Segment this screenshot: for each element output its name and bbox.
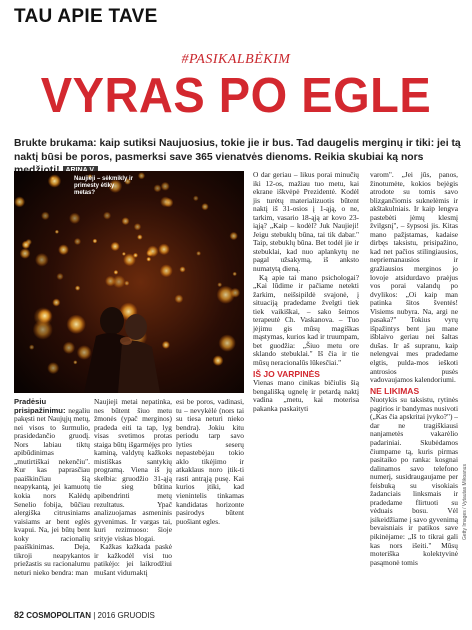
headline: VYRAS PO EGLE [40, 66, 432, 123]
article-column-3 [176, 398, 244, 526]
article-column-5 [370, 171, 458, 567]
intro-lead-in: Pradėsiu prisipažinimu: [14, 397, 66, 415]
col2-text-2: Kažkas kažkada paskė ir kažkodėl visi tuo patikėjo: jei laikrodžiui mušant vidurnaktį [94, 542, 172, 577]
kicker: #PASIKALBĖKIM [181, 52, 291, 67]
page-footer [14, 610, 155, 620]
subhead-ne-likimas: NE LIKIMAS [370, 385, 420, 396]
couple-lights-image [14, 171, 244, 393]
col4-text-2: Ką apie tai mano psichologai? „Kai lūdime ir pačiame netekti žarkim, neišsipildė svajonė, į situaciją pradedame žvelgti tiek tiek vaikiškai, – sako šeimos terapeutė Ch. Vaskanova. – Tuo jėjimu gis mūsų magiškas mąstymas, kurios kad ir truumpam, bet guodžia: „Šiuo metu ore sklando stebuklai." Iš čia ir tie mūsų neracionalūs lūkesčiai." [253, 272, 359, 368]
article-column-1 [14, 398, 90, 577]
col1-text: negaliu pakęsti net Naujųjų metų, nei visos to šurmulio, prasidedančio gruodį. Nors labiau tiktų apibūdinimas „mutirtiškai nekenčiu". Kur kas paprasčiau paaiškinčiau šią neapykantą, jei kamuotų kokia nors Kalėdų Senelio fobija, būčiau alergiška citrusiniams vaisiams ar bent eglės kvapui. Na, jei būtų bent koky racionalių paaiškinimas. Deja, tikroji neapykantos priežastis su racionalumu neturi nieko bendra: man [14, 405, 90, 577]
lead-text: Brukte brukama: kaip sutiksi Naujuosius, tokie jie ir bus. Tad daugelis merginų ir tiki: jei tą naktį būsi be poros, pasmerksi save 365 vienatvės dienoms. Reikia skubiai ką nors [14, 138, 461, 163]
photo-credit: Getty Images / Vytautas Mikoanus [462, 464, 468, 540]
subhead-is-jo-varpines: IŠ JO VARPINĖS [253, 368, 320, 379]
col4-text-3: Vienas mano cinikas bičiulis šią bengališką ugnelę ir petardą naktį vadina „metu, kai moterisa pakanka paskaityti [253, 378, 359, 413]
col2-text: Naujieji metai nepatinka, nes būtent šiuo metu žmonės (ypač merginos) pradeda eiti ta tap, lyg visas svetimos protas staiga būtų išgarmėjęs pro kaminą, valdytų kažkoks mistiškas santykių programą. Viena iš jų skelbia: gruodžio 31-ąją tie sieg būtina apibendrinti metų rezultatus. Ypač analizuojamas asmeninis gyvenimas. Ir vargas tai, kuri rezimuoso: šioje srityje viskas blogai. [94, 397, 172, 543]
photo-caption: Naujieji – sėkmikly ir primesty ėtiky metas? [74, 176, 134, 196]
article-column-4 [253, 171, 359, 413]
magazine-name: COSMOPOLITAN [26, 611, 91, 620]
col4-text: O dar geriau – likus porai minučių iki 12-os, mažiau tuo metu, kai ekrane iškvėpė Prezidentė. Kodėl jis turėtų materializuotis būtent naktį iš 31-osios į 1-ąją, o ne, tarkim, vasario 18-ąją ar kovo 23-iąją? „Kaip – kodėl? Juk Naujieji! Jeigu stebuklų būna, tai tik dabar." Taip, stebuklų būna. Bet todėl jie ir stebuklai, kad nuo aplankytų ne pagal užsakymą, iš anksto numatytą dieną. [253, 170, 359, 274]
issue-info: | 2016 GRUODIS [93, 611, 155, 620]
hero-photo [14, 171, 244, 393]
section-title: TAU APIE TAVE [14, 6, 158, 27]
page-number: 82 [14, 610, 25, 620]
col5-text-2: Nuotykis su taksistu, rytinės pagirios ir bandymas nusivoti („Kas čia apskritai įvyko?") – dar ne tragiškiausi nanjametės vakarėlio padariniai. Skubėdamos čiumpame tą, kuris pirmas pasitaiko po ranka: kosgnai dalinamos savo telefono numerį, susidraugaujame per feisbuką su visokiais žadanciais linksmais ir pradedame flirtuoti su vėduais bosu. Vėl įsikeidžiame į savo gyvenimą bevaisniais ir patikos save pikinėjame: „Iš to tikrai gali kas nors išeiti." Mūsų moteriška kolektyvinė pasąmonė tomis [370, 395, 458, 567]
col3-text: esi be poros, vadinasi, tu – nevykėlė (nors tai su tiesa neturi nieko bendra). Jokiu kitu periodu tarp savo lyties seserų nepastebėjau tokio aklo tikėjimo ir atkaklaus noro įtik-ti rasti antrąją pusę. Kai kurios įtiki, kad vienintelis tinkamas kandidatas horizonte pasirodys būtent puošiant egles. [176, 397, 244, 526]
article-column-2 [94, 398, 172, 577]
col5-text: varom". „Jei jūs, panos, žinotumėte, kokios bejėgis atrodote su tomis savo blizgančiomis suknelėmis ir akštakulniais. Ir kaip lengva pastebėti jėmų klesmį žvilgsnį", – šypsosi jis. Kitas mano pažįstamas, kadaise dirbęs taksistu, prisipažino, kad net pačios stilingiausios, nepriemanausios ir gražiausios merginos jo lovoje atsidurdavo praėjus vos porai valandų po dvylikos: „Oi kaip man patinka šitos šventės! Visiems nubyra. Na, argi ne pasaka?" Tokius vyrų išpažintys bent jau mane išblaivo geriau nei šaltas dušas. Ir aš supranu, kaip nelengvai mes pradedame elgtis, pulda-mos ieškoti antrosios pusės vadovaujamos kalendoriumi. [370, 170, 458, 385]
